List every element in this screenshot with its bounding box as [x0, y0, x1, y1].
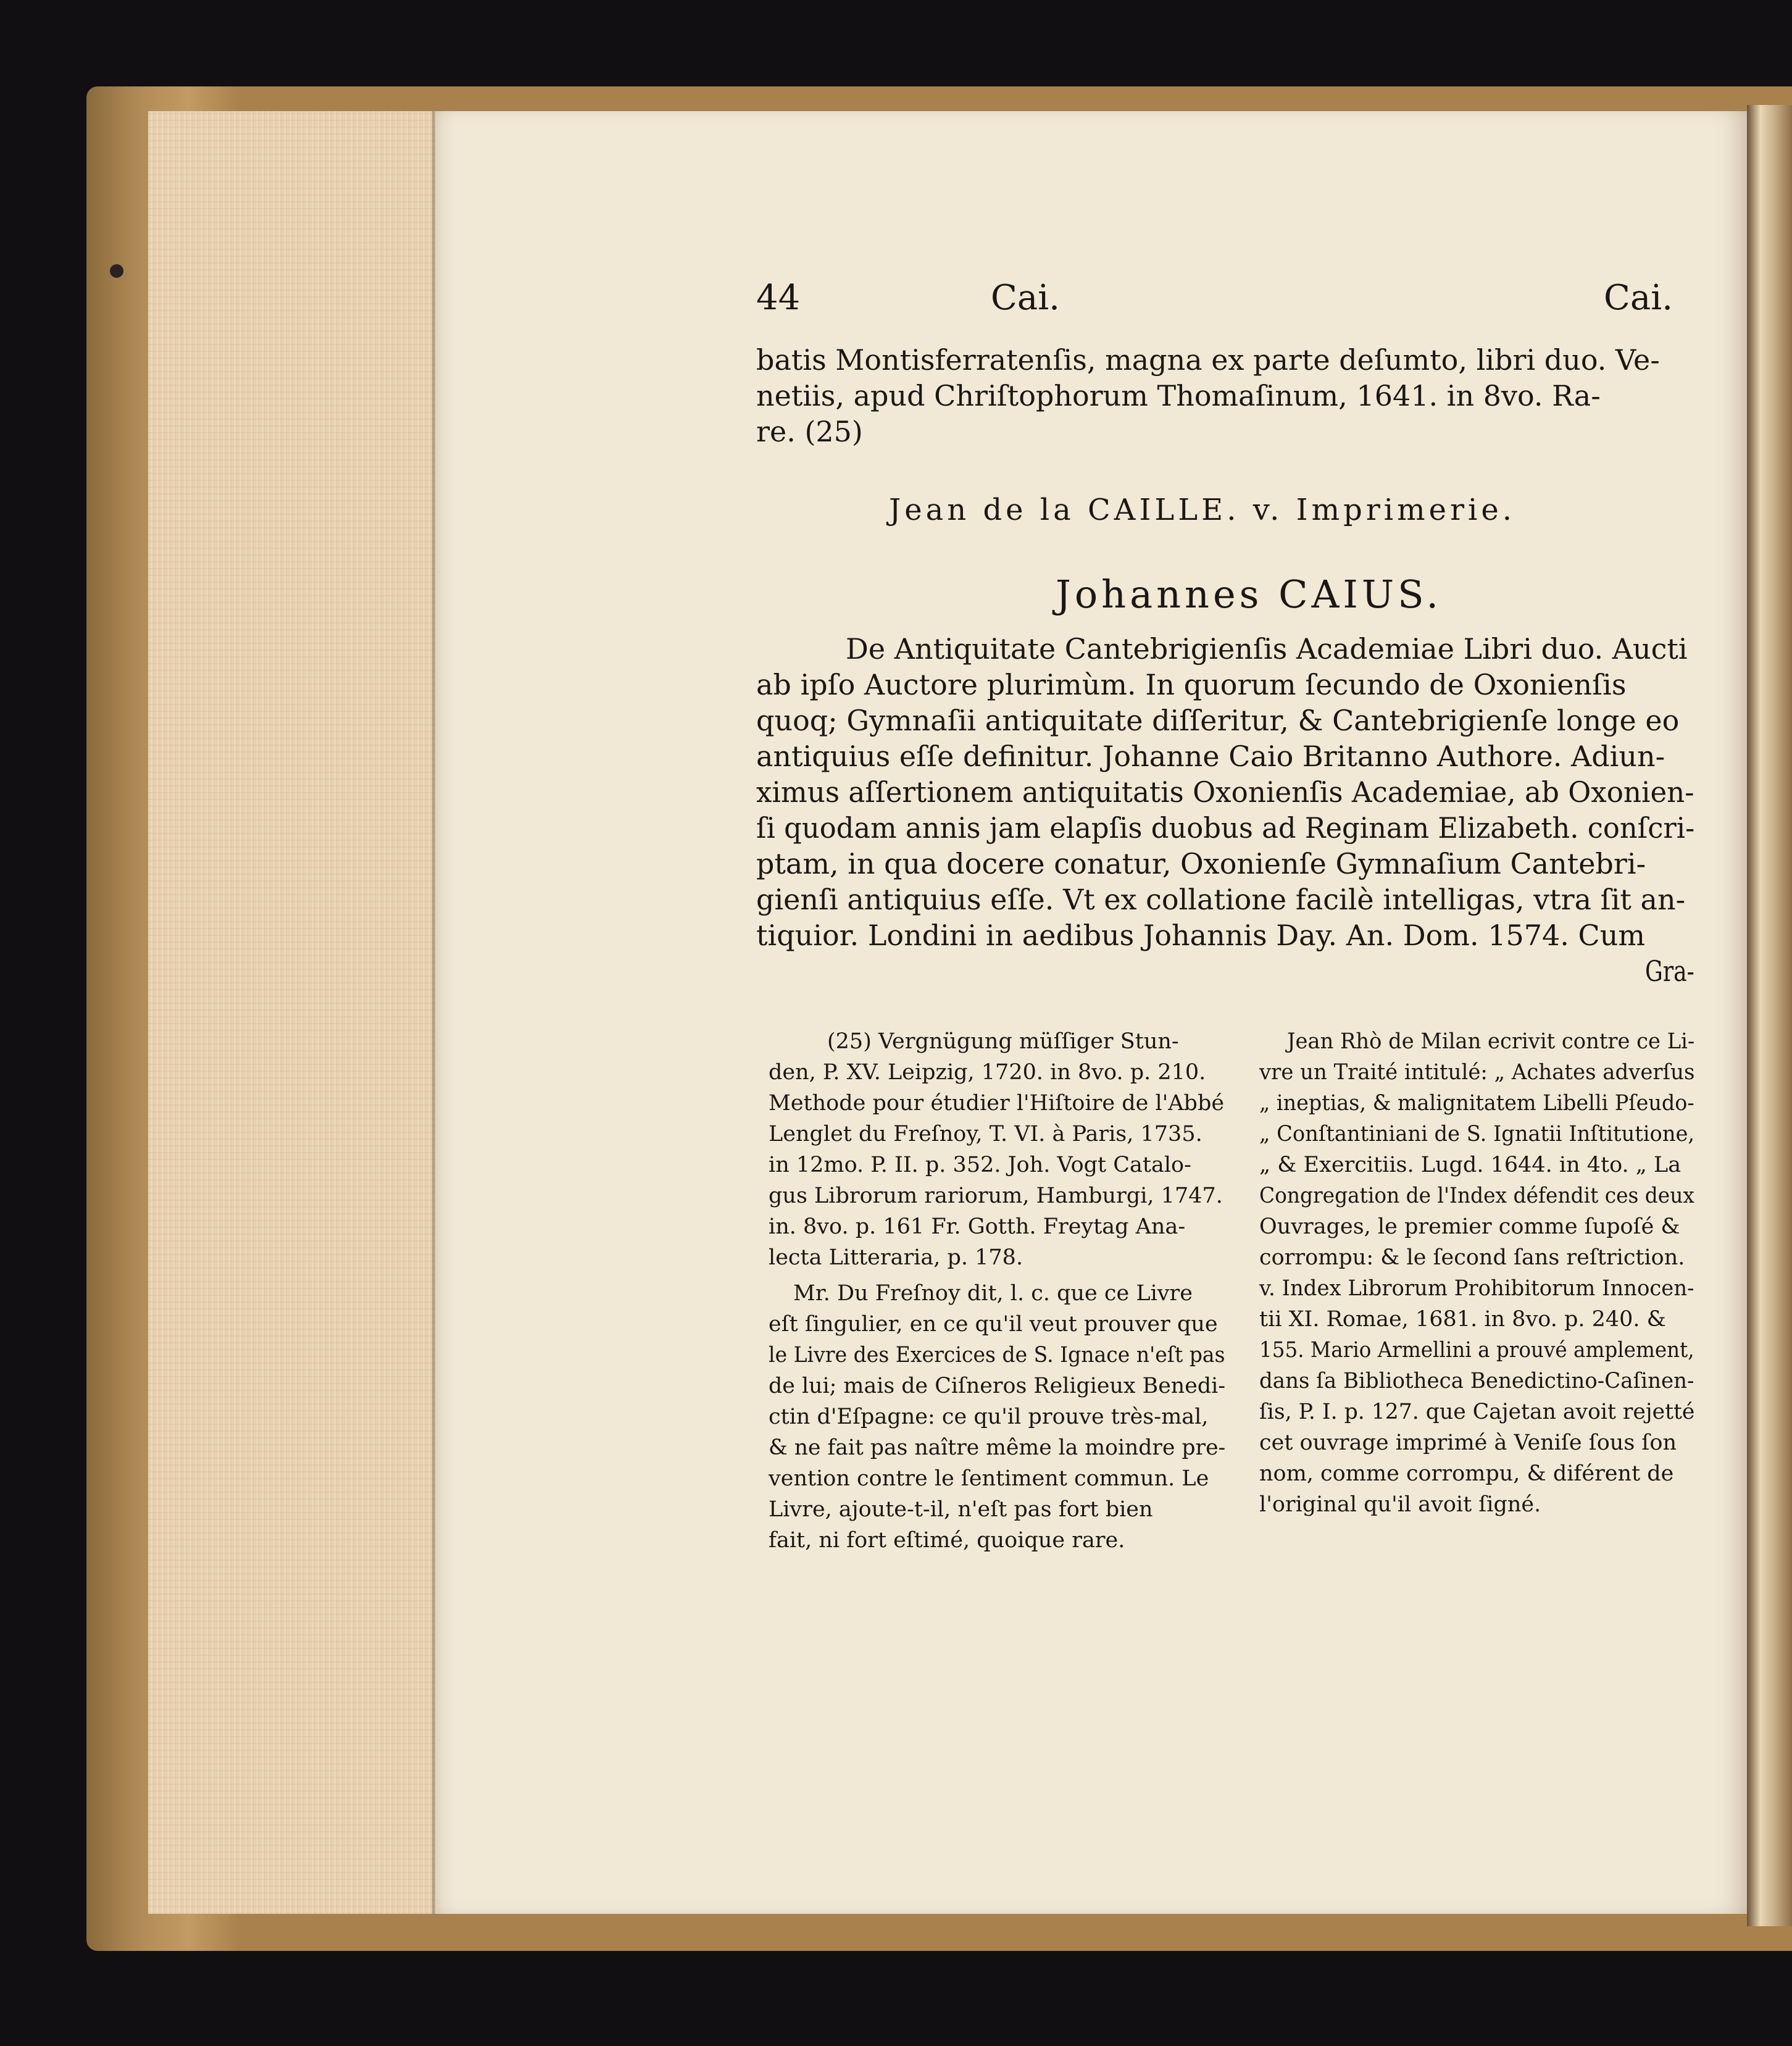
binding-mark — [110, 264, 123, 278]
footnote-line: Lenglet du Freſnoy, T. VI. à Paris, 1735. — [769, 1122, 1202, 1146]
page-number: 44 — [756, 278, 801, 318]
text-line: antiquius eſſe definitur. Johanne Caio Britanno Authore. Adiun- — [756, 740, 1665, 773]
facing-page-edge — [1747, 105, 1792, 1926]
text-line: quoq; Gymnaſii antiquitate diſſeritur, & Cantebrigienſe longe eo — [756, 704, 1680, 737]
footnote-line: 155. Mario Armellini a prouvé amplement, — [1259, 1338, 1694, 1363]
footnote-line: ſis, P. I. p. 127. que Cajetan avoit rejetté — [1259, 1400, 1695, 1424]
footnote-line: „ ineptias, & malignitatem Libelli Pſeudo- — [1259, 1091, 1694, 1116]
footnote-line: den, P. XV. Leipzig, 1720. in 8vo. p. 210. — [769, 1060, 1206, 1085]
running-head-right: Cai. — [1604, 278, 1673, 318]
footnote-line: Congregation de l'Index défendit ces deux — [1259, 1184, 1694, 1208]
text-line: netiis, apud Chriſtophorum Thomaſinum, 1641. in 8vo. Ra- — [756, 379, 1601, 412]
text-line: De Antiquitate Cantebrigienſis Academiae Libri duo. Aucti — [846, 632, 1688, 666]
footnote-line: v. Index Librorum Prohibitorum Innocen- — [1259, 1276, 1694, 1301]
text-line: ptam, in qua docere conatur, Oxonienſe Gymnaſium Cantebri- — [756, 847, 1646, 880]
footnote-line: „ & Exercitiis. Lugd. 1644. in 4to. „ La — [1259, 1153, 1682, 1177]
footnote-line: vre un Traité intitulé: „ Achates adverſus — [1259, 1060, 1695, 1085]
footnote-line: eſt ſingulier, en ce qu'il veut prouver que — [769, 1312, 1218, 1337]
footnote-line: (25) Vergnügung müſſiger Stun- — [827, 1029, 1179, 1054]
footnote-line: in 12mo. P. II. p. 352. Joh. Vogt Catalo- — [769, 1153, 1191, 1177]
text-line: tiquior. Londini in aedibus Johannis Day. An. Dom. 1574. Cum — [756, 919, 1645, 952]
footnote-line: tii XI. Romae, 1681. in 8vo. p. 240. & — [1259, 1307, 1666, 1332]
footnote-line: Mr. Du Freſnoy dit, l. c. que ce Livre — [793, 1281, 1193, 1306]
footnote-line: l'original qu'il avoit ſigné. — [1259, 1492, 1541, 1517]
text-line: batis Montisferratenſis, magna ex parte deſumto, libri duo. Ve- — [756, 343, 1660, 377]
running-header — [756, 278, 1694, 321]
footnote-line: de lui; mais de Ciſneros Religieux Benedi- — [769, 1374, 1226, 1398]
footnote-line: vention contre le ſentiment commun. Le — [769, 1466, 1209, 1491]
footnote-line: cet ouvrage imprimé à Veniſe ſous ſon — [1259, 1430, 1677, 1455]
footnote-line: in. 8vo. p. 161 Fr. Gotth. Freytag Ana- — [769, 1214, 1186, 1239]
text-line: ab ipſo Auctore plurimùm. In quorum ſecundo de Oxonienſis — [756, 668, 1627, 701]
footnote-line: corrompu: & le ſecond ſans reſtriction. — [1259, 1245, 1685, 1270]
footnote-line: ctin d'Eſpagne: ce qu'il prouve très-mal, — [769, 1405, 1209, 1429]
footnote-line: fait, ni fort eſtimé, quoique rare. — [769, 1528, 1125, 1553]
entry-heading-caille: Jean de la CAILLE. v. Imprimerie. — [889, 493, 1516, 527]
footnote-line: „ Conſtantiniani de S. Ignatii Inſtitutione, — [1259, 1122, 1695, 1146]
footnote-line: Livre, ajoute-t-il, n'eſt pas fort bien — [769, 1497, 1153, 1522]
text-line: gienſi antiquius eſſe. Vt ex collatione facilè intelligas, vtra ſit an- — [756, 883, 1686, 916]
footnote-line: Ouvrages, le premier comme ſupoſé & — [1259, 1214, 1680, 1239]
text-line: re. (25) — [756, 415, 863, 448]
footnote-line: gus Librorum rariorum, Hamburgi, 1747. — [769, 1184, 1223, 1208]
footnote-line: nom, comme corrompu, & diférent de — [1259, 1461, 1674, 1486]
footnote-line: Methode pour étudier l'Hiſtoire de l'Abbé — [769, 1091, 1225, 1116]
text-line: Gra- — [1645, 954, 1694, 988]
footnote-line: dans ſa Bibliotheca Benedictino-Caſinen- — [1259, 1369, 1694, 1393]
footnote-line: le Livre des Exercices de S. Ignace n'eſt pas — [769, 1343, 1225, 1367]
footnote-line: Jean Rhò de Milan ecrivit contre ce Li- — [1287, 1029, 1695, 1054]
text-line: ximus aſſertionem antiquitatis Oxonienſis Academiae, ab Oxonien- — [756, 775, 1694, 809]
text-line: ſi quodam annis jam elapſis duobus ad Reginam Elizabeth. conſcri- — [756, 811, 1695, 845]
page-block-edges — [148, 111, 438, 1914]
entry-heading-caius: Johannes CAIUS. — [1056, 572, 1443, 617]
running-head-left: Cai. — [991, 278, 1060, 318]
footnote-line: lecta Litteraria, p. 178. — [769, 1245, 1023, 1270]
footnote-line: & ne fait pas naître même la moindre pre- — [769, 1435, 1226, 1460]
